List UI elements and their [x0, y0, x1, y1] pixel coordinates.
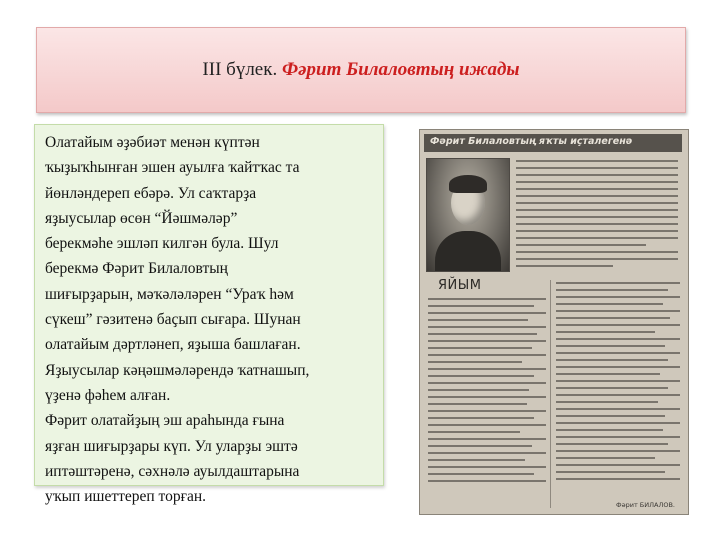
title-author-name: Фәрит Билаловтың ижады	[281, 59, 520, 80]
paragraph-2: Фәрит олатайҙың эш араһында ғына яҙған шиғырҙары күп. Ул уларҙы эштә иптәштәренә, сәхнәлә ауылдаштарына уҡып ишеттереп торған.	[45, 412, 300, 506]
text-panel	[34, 124, 384, 506]
title-prefix: III бүлек.	[202, 59, 282, 80]
poem-title: ЯЙЫМ	[438, 278, 482, 293]
author-portrait-photo	[426, 158, 510, 272]
slide-title	[202, 59, 519, 81]
newspaper-poem-right	[556, 282, 680, 485]
newspaper-header-text: Фәрит Билаловтың яҡты иҫталегенә	[430, 136, 633, 147]
newspaper-poem-left	[428, 298, 546, 487]
paragraph-1: Олатайым әҙәбиәт менән күптән ҡыҙыҡһынған эшен ауылға ҡайтҡас та йөнләндереп ебәрә. Ул саҡтарҙа яҙыусылар өсөн “Йәшмәләр” берекмәһе эшләп килгән була. Шул берекмә Фәрит Билаловтың шиғырҙарын, мәҡәләләрен “Ураҡ һәм сүкеш” гәзитенә баҫып сығара. Шунан олатайым дәртләнеп, яҙыша башлаған. Яҙыусылар кәңәшмәләрендә ҡатнашып, үҙенә фәһем алған.	[45, 134, 310, 404]
newspaper-signature: Фәрит БИЛАЛОВ.	[616, 501, 675, 509]
newspaper-header	[424, 134, 682, 152]
newspaper-text-block-top	[516, 160, 678, 272]
column-divider	[550, 280, 551, 508]
newspaper-clipping-image	[419, 129, 689, 515]
title-banner	[36, 27, 686, 113]
